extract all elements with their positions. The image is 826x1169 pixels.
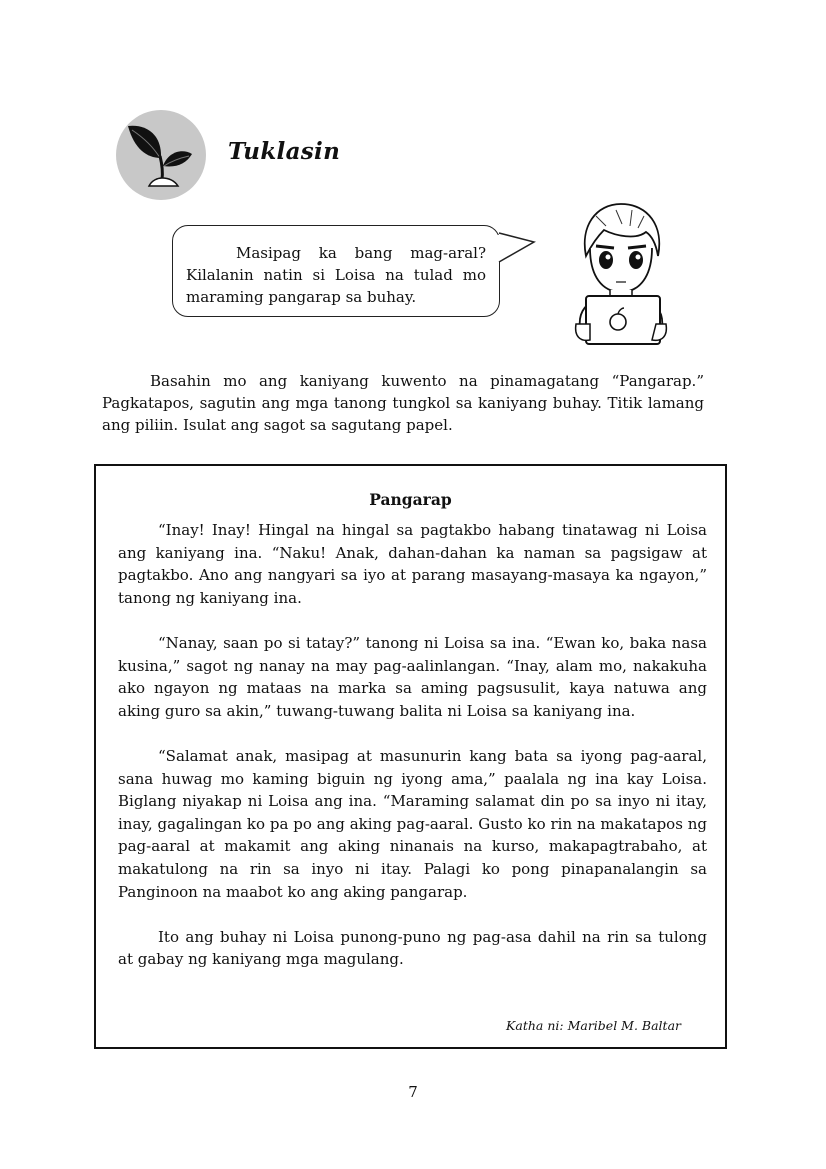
story-paragraph: “Inay! Inay! Hingal na hingal sa pagtakbo habang tinatawag ni Loisa ang kaniyang ina. “Naku! Anak, dahan-dahan ka naman sa pagsigaw at pagtakbo. Ano ang nangyari sa iyo at parang masayang-masaya ka ngayon,” tanong ng kaniyang ina. <box>118 521 707 607</box>
story-paragraph: “Nanay, saan po si tatay?” tanong ni Loisa sa ina. “Ewan ko, baka nasa kusina,” sagot ng nanay na may pag-aalinlangan. “Inay, alam mo, nakakuha ako ngayon ng mataas na marka sa aming pagsusulit, kaya natuwa ang aking guro sa akin,” tuwang-tuwang balita ni Loisa sa kaniyang ina. <box>118 633 707 720</box>
story-paragraph: Ito ang buhay ni Loisa punong-puno ng pag-asa dahil na rin sa tulong at gabay ng kaniyang mga magulang. <box>118 927 707 969</box>
story-paragraph: “Salamat anak, masipag at masunurin kang bata sa iyong pag-aaral, sana huwag mo kaming biguin ng iyong ama,” paalala ng ina kay Loisa. Biglang niyakap ni Loisa ang ina. “Maraming salamat din po sa inyo ni itay, inay, gagalingan ko pa po ang aking pag-aaral. Gusto ko rin na makatapos ng pag-aaral at makamit ang aking ninanais na kurso, makapagtrabaho, at makatulong na rin sa inyo ni itay. Palagi ko pong pinapanalangin sa Panginoon na maabot ko ang aking pangarap. <box>118 746 707 901</box>
speech-bubble-tail <box>490 232 540 272</box>
boy-holding-tablet-illustration <box>566 196 676 346</box>
speech-bubble-text: Masipag ka bang mag-aral? Kilalanin natin si Loisa na tulad mo maraming pangarap sa buhay. <box>186 244 486 306</box>
story-body <box>118 519 707 993</box>
section-title: Tuklasin <box>228 138 341 165</box>
sprout-icon <box>116 110 206 200</box>
story-title: Pangarap <box>369 490 452 509</box>
story-box <box>94 464 727 1049</box>
page-number: 7 <box>408 1083 418 1101</box>
story-byline: Katha ni: Maribel M. Baltar <box>506 1018 681 1033</box>
intro-instructions: Basahin mo ang kaniyang kuwento na pinamagatang “Pangarap.” Pagkatapos, sagutin ang mga tanong tungkol sa kaniyang buhay. Titik lamang ang piliin. Isulat ang sagot sa sagutang papel. <box>102 372 704 434</box>
